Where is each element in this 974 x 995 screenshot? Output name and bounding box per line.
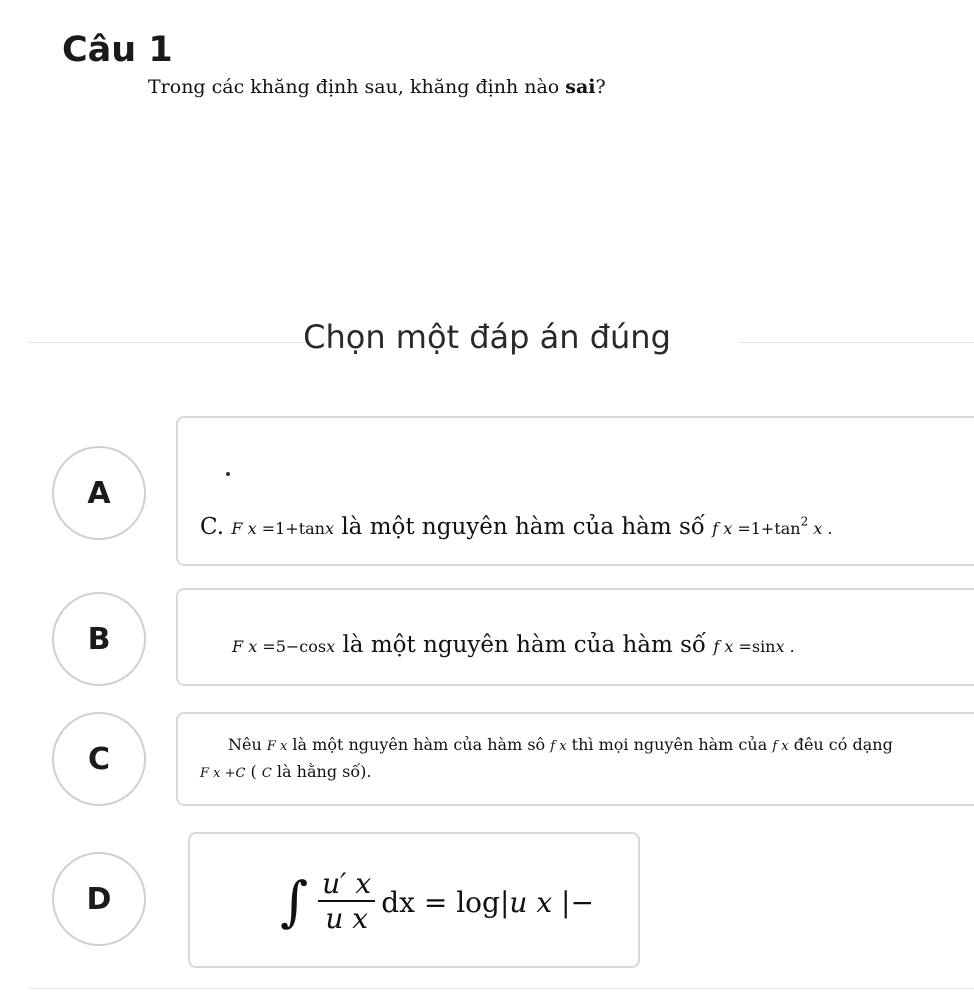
option-a-eq1: =1+tan — [256, 519, 325, 538]
option-c-l1f2: f x — [772, 739, 789, 754]
option-c-l2F: F x +C — [200, 766, 246, 781]
option-c-l1c: thì mọi nguyên hàm của — [566, 735, 773, 754]
option-c-l1f: f x — [550, 739, 567, 754]
option-c-l2b: là hằng số). — [271, 762, 372, 781]
option-c-l2C: C — [261, 766, 272, 781]
option-a-body: là một nguyên hàm của hàm số — [334, 514, 713, 540]
option-a-fx: x — [718, 519, 733, 538]
choose-answer-label: Chọn một đáp án đúng — [303, 318, 671, 356]
option-c-l2a: ( — [245, 762, 262, 781]
option-d-tail: − — [570, 885, 594, 919]
option-c-card[interactable] — [176, 712, 974, 806]
option-c-l1d: đêu có dạng — [788, 735, 893, 754]
option-a-eq2: =1+tan — [732, 519, 801, 538]
option-a-button[interactable] — [52, 446, 146, 540]
choose-answer-divider — [0, 316, 974, 366]
option-a-text — [200, 514, 833, 540]
option-c-letter: C — [87, 741, 111, 777]
option-a-tail: x . — [808, 519, 833, 538]
option-d-dx: dx = log — [381, 885, 500, 919]
option-d-formula — [280, 862, 594, 942]
option-d-letter: D — [86, 881, 112, 917]
option-d-button[interactable] — [52, 852, 146, 946]
option-c-l1b: là một nguyên hàm của hàm sô — [287, 735, 551, 754]
option-a-exp: 2 — [800, 514, 809, 529]
option-a-f: f — [712, 519, 719, 538]
option-b-button[interactable] — [52, 592, 146, 686]
divider-line-right — [738, 342, 974, 343]
option-d-fraction — [318, 866, 375, 935]
option-c-line1 — [228, 735, 893, 754]
option-b-text — [232, 632, 795, 658]
option-b-eq: =5−cos — [257, 637, 327, 656]
option-b-f: f — [713, 637, 720, 656]
option-b-fx: x — [719, 637, 734, 656]
integral-sign-icon: ∫ — [280, 870, 309, 933]
question-prompt — [148, 76, 606, 98]
option-a-var: x — [324, 519, 335, 538]
option-a-letter: A — [87, 475, 111, 511]
option-b-letter: B — [87, 621, 111, 657]
option-a-dot — [226, 472, 230, 476]
option-c-button[interactable] — [52, 712, 146, 806]
bottom-edge — [28, 988, 974, 989]
option-d-numerator: u′ x — [322, 866, 372, 900]
option-a-prefix: C. — [200, 514, 225, 540]
option-d-denominator: u x — [325, 901, 369, 935]
option-a-card[interactable] — [176, 416, 974, 566]
option-c-line2 — [200, 762, 371, 781]
option-b-body: là một nguyên hàm của hàm số — [335, 632, 714, 658]
option-a-lhs: F x — [231, 519, 257, 538]
option-b-lhs: F x — [232, 637, 258, 656]
prompt-suffix: ? — [595, 76, 606, 98]
question-title: Câu 1 — [62, 30, 173, 70]
prompt-bold: sai — [565, 76, 596, 98]
option-b-tail: x . — [775, 637, 795, 656]
option-d-abs: |u x | — [499, 885, 571, 919]
option-b-var: x — [326, 637, 336, 656]
prompt-text: Trong các khăng định sau, khăng định nào — [148, 76, 566, 98]
option-c-l1a: Nêu — [228, 735, 267, 754]
option-c-l1F: F x — [266, 739, 288, 754]
option-b-rhs: =sin — [733, 637, 776, 656]
